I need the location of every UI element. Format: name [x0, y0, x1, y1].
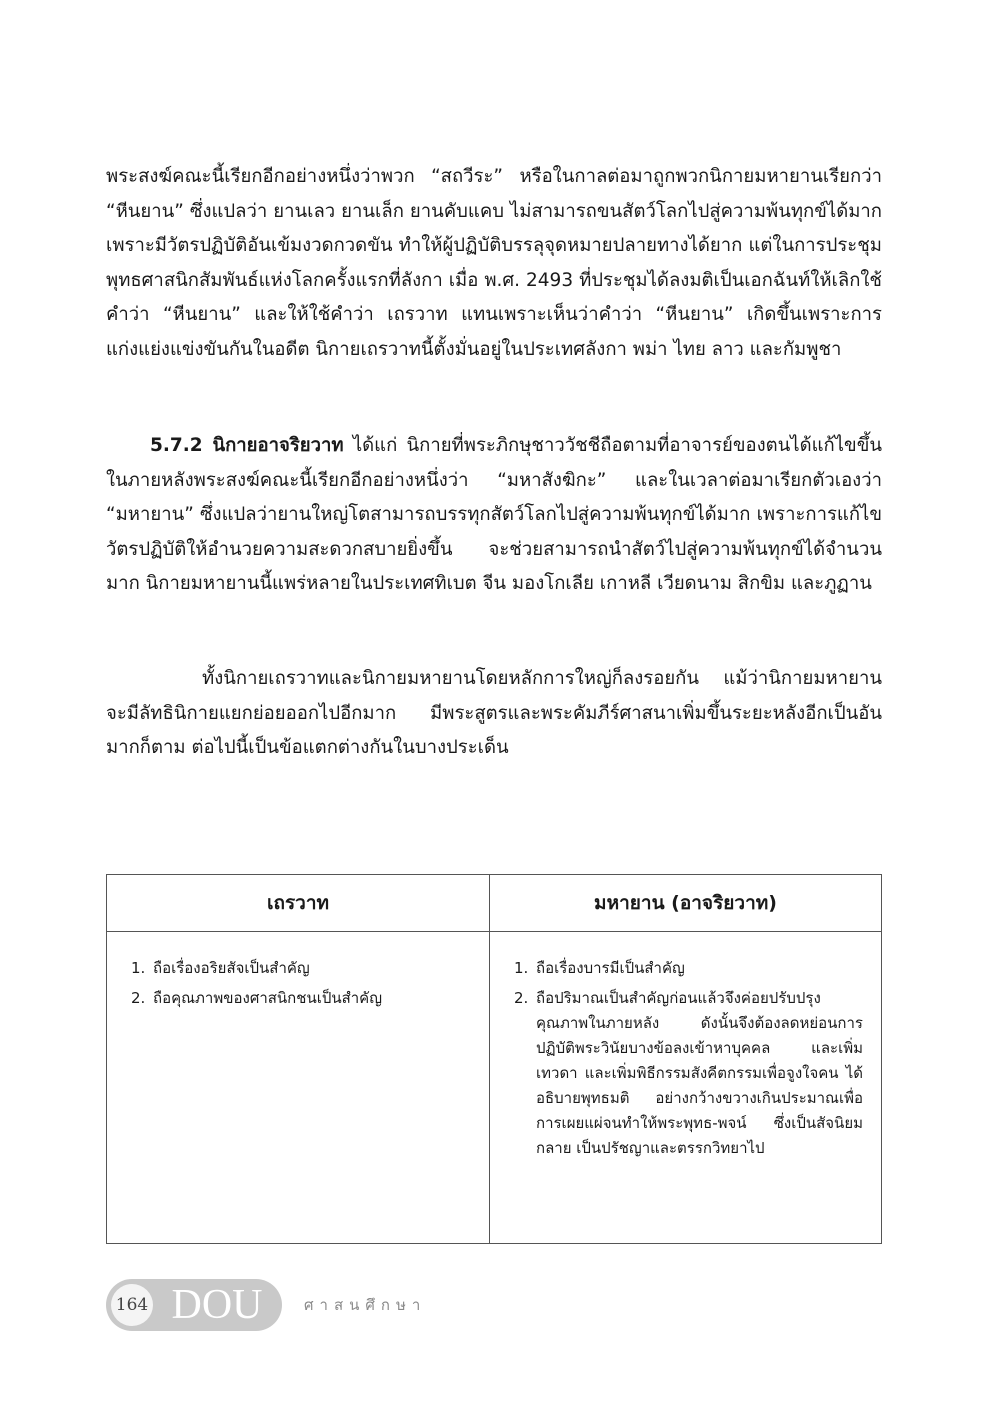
list-item: 1. ถือเรื่องบารมีเป็นสำคัญ: [514, 959, 685, 977]
dou-logo: DOU: [171, 1282, 263, 1328]
paragraph-text: [106, 429, 882, 602]
list-item: 1. ถือเรื่องอริยสัจเป็นสำคัญ: [131, 959, 310, 977]
comparison-table: [106, 874, 882, 1244]
footer-badge: [106, 1279, 282, 1331]
theravada-list: [131, 956, 471, 1011]
paragraph-text: ทั้งนิกายเถรวาทและนิกายมหายานโดยหลักการใหญ่ก็ลงรอยกัน แม้ว่านิกายมหายานจะมีลัทธินิกายแยกย่อยออกไปอีกมาก มีพระสูตรและพระคัมภีร์ศาสนาเพิ่มขึ้นระยะหลังอีกเป็นอันมากก็ตาม ต่อไปนี้เป็นข้อแตกต่างกันในบางประเด็น: [106, 668, 882, 758]
section-heading: 5.7.2 นิกายอาจริยวาท: [150, 435, 344, 456]
list-item: 2. ถือคุณภาพของศาสนิกชนเป็นสำคัญ: [131, 989, 382, 1007]
section-body: ได้แก่ นิกายที่พระภิกษุชาววัชชีถือตามที่อาจารย์ของตนได้แก้ไขขึ้นในภายหลังพระสงฆ์คณะนี้เรียกอีกอย่างหนึ่งว่า “มหาสังฆิกะ” และในเวลาต่อมาเรียกตัวเองว่า “มหายาน” ซึ่งแปลว่ายานใหญ่โตสามารถบรรทุกสัตว์โลกไปสู่ความพ้นทุกข์ได้มาก เพราะการแก้ไขวัตรปฏิบัติให้อำนวยความสะดวกสบายยิ่งขึ้น จะช่วยสามารถนำสัตว์ไปสู่ความพ้นทุกข์ได้จำนวนมาก นิกายมหายานนี้แพร่หลายในประเทศทิเบต จีน มองโกเลีย เกาหลี เวียดนาม สิกขิม และภูฏาน: [106, 435, 882, 594]
header-mahayana: มหายาน (อาจริยวาท): [490, 875, 882, 932]
list-item: 2. ถือปริมาณเป็นสำคัญก่อนแล้วจึงค่อยปรับปรุงคุณภาพในภายหลัง ดังนั้นจึงต้องลดหย่อนการปฏิบัติพระวินัยบางข้อลงเข้าหาบุคคล และเพิ่มเทวดา และเพิ่มพิธีกรรมสังคีตกรรมเพื่อจูงใจคน ได้อธิบายพุทธมติ อย่างกว้างขวางเกินประมาณเพื่อการเผยแผ่จนทำให้พระพุทธ-พจน์ ซึ่งเป็นสัจนิยมกลาย เป็นปรัชญาและตรรกวิทยาไป: [514, 989, 863, 1157]
paragraph-comparison-intro: [106, 662, 882, 766]
running-head: ศาสนศึกษา: [304, 1296, 427, 1314]
paragraph-acariyavada: [106, 429, 882, 602]
theravada-cell: [107, 932, 490, 1244]
table-row: [107, 932, 882, 1244]
paragraph-text: พระสงฆ์คณะนี้เรียกอีกอย่างหนึ่งว่าพวก “สถวีระ” หรือในกาลต่อมาถูกพวกนิกายมหายานเรียกว่า “หีนยาน” ซึ่งแปลว่า ยานเลว ยานเล็ก ยานคับแคบ ไม่สามารถขนสัตว์โลกไปสู่ความพ้นทุกข์ได้มาก เพราะมีวัตรปฏิบัติอันเข้มงวดกวดขัน ทำให้ผู้ปฏิบัติบรรลุจุดหมายปลายทางได้ยาก แต่ในการประชุมพุทธศาสนิกสัมพันธ์แห่งโลกครั้งแรกที่ลังกา เมื่อ พ.ศ. 2493 ที่ประชุมได้ลงมติเป็นเอกฉันท์ให้เลิกใช้คำว่า “หีนยาน” และให้ใช้คำว่า เถรวาท แทนเพราะเห็นว่าคำว่า “หีนยาน” เกิดขึ้นเพราะการแก่งแย่งแข่งขันกันในอดีต นิกายเถรวาทนี้ตั้งมั่นอยู่ในประเทศลังกา พม่า ไทย ลาว และกัมพูชา: [106, 166, 882, 360]
mahayana-cell: [490, 932, 882, 1244]
paragraph-theravada: [106, 160, 882, 367]
page-number: 164: [111, 1284, 153, 1326]
table-header-row: [107, 875, 882, 932]
mahayana-list: [514, 956, 863, 1161]
header-theravada: เถรวาท: [107, 875, 490, 932]
